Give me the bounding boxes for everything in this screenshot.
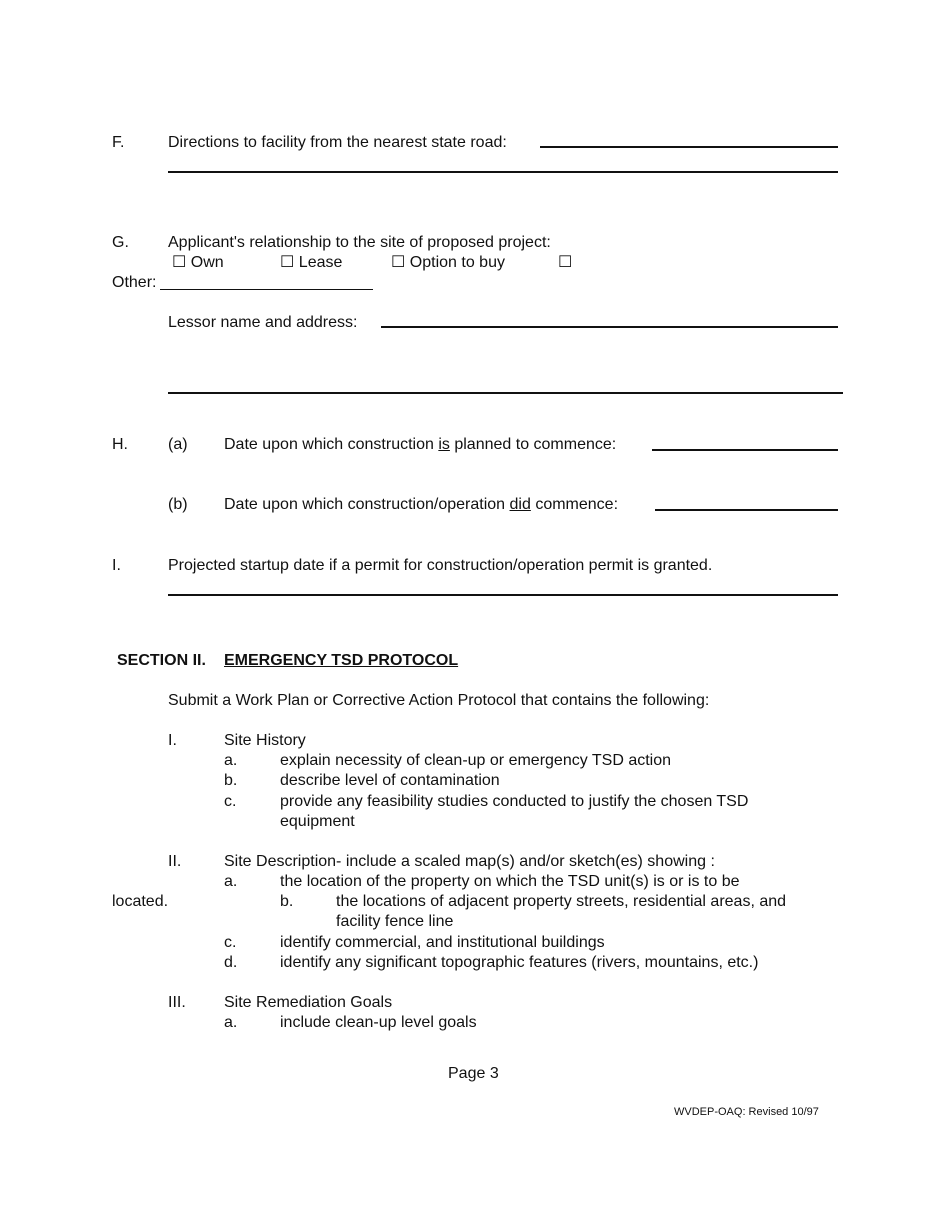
item-f-text: Directions to facility from the nearest state road: [168, 134, 507, 151]
checkbox-other[interactable]: ☐ [558, 254, 573, 271]
item-g-letter: G. [112, 234, 129, 251]
item2-d-mark: d. [224, 954, 238, 971]
item2-a-mark: a. [224, 873, 238, 890]
item1-c-mark: c. [224, 793, 237, 810]
page-number: Page 3 [448, 1065, 499, 1082]
directions-line-2[interactable] [168, 171, 838, 173]
item3-title: Site Remediation Goals [224, 994, 393, 1011]
item2-b-mark: b. [280, 893, 294, 910]
checkbox-own[interactable]: ☐ Own [172, 254, 224, 271]
item-f-letter: F. [112, 134, 125, 151]
item-h-letter: H. [112, 436, 128, 453]
item3-a-text: include clean-up level goals [280, 1014, 477, 1031]
item1-c-text-2: equipment [280, 813, 355, 830]
lessor-line-2[interactable] [168, 392, 843, 394]
lessor-label: Lessor name and address: [168, 314, 358, 331]
item-h-a-text: Date upon which construction is planned to commence: [224, 436, 617, 453]
item-h-a-label: (a) [168, 436, 188, 453]
item2-num: II. [168, 853, 182, 870]
item1-num: I. [168, 732, 177, 749]
item2-c-mark: c. [224, 934, 237, 951]
lessor-line-1[interactable] [381, 326, 838, 328]
other-label: Other: [112, 274, 157, 291]
item2-b-text-1: the locations of adjacent property streets, residential areas, and [336, 893, 787, 910]
item1-a-text: explain necessity of clean-up or emergency TSD action [280, 752, 672, 769]
section-heading: SECTION II. [117, 652, 206, 669]
directions-line-1[interactable] [540, 146, 838, 148]
item1-title: Site History [224, 732, 306, 749]
commence-planned-line[interactable] [652, 449, 838, 451]
item-i-letter: I. [112, 557, 121, 574]
item-g-text: Applicant's relationship to the site of proposed project: [168, 234, 551, 251]
other-line[interactable] [160, 289, 373, 290]
item1-a-mark: a. [224, 752, 238, 769]
item3-a-mark: a. [224, 1014, 238, 1031]
item-i-text: Projected startup date if a permit for construction/operation permit is granted. [168, 557, 713, 574]
item2-c-text: identify commercial, and institutional buildings [280, 934, 605, 951]
commence-did-line[interactable] [655, 509, 838, 511]
item2-b-text-2: facility fence line [336, 913, 454, 930]
section-title: EMERGENCY TSD PROTOCOL [224, 652, 459, 669]
item2-a-text: the location of the property on which the TSD unit(s) is or is to be [280, 873, 740, 890]
revision-note: WVDEP-OAQ: Revised 10/97 [674, 1106, 819, 1118]
item1-b-text: describe level of contamination [280, 772, 500, 789]
checkbox-option-to-buy[interactable]: ☐ Option to buy [391, 254, 505, 271]
item1-c-text-1: provide any feasibility studies conducted to justify the chosen TSD [280, 793, 749, 810]
item2-a-wrap: located. [112, 893, 169, 910]
section-intro: Submit a Work Plan or Corrective Action Protocol that contains the following: [168, 692, 710, 709]
item1-b-mark: b. [224, 772, 238, 789]
checkbox-lease[interactable]: ☐ Lease [280, 254, 343, 271]
item3-num: III. [168, 994, 186, 1011]
item-h-b-label: (b) [168, 496, 188, 513]
item2-title: Site Description- include a scaled map(s) and/or sketch(es) showing : [224, 853, 715, 870]
startup-date-line[interactable] [168, 594, 838, 596]
item2-d-text: identify any significant topographic features (rivers, mountains, etc.) [280, 954, 759, 971]
item-h-b-text: Date upon which construction/operation did commence: [224, 496, 619, 513]
